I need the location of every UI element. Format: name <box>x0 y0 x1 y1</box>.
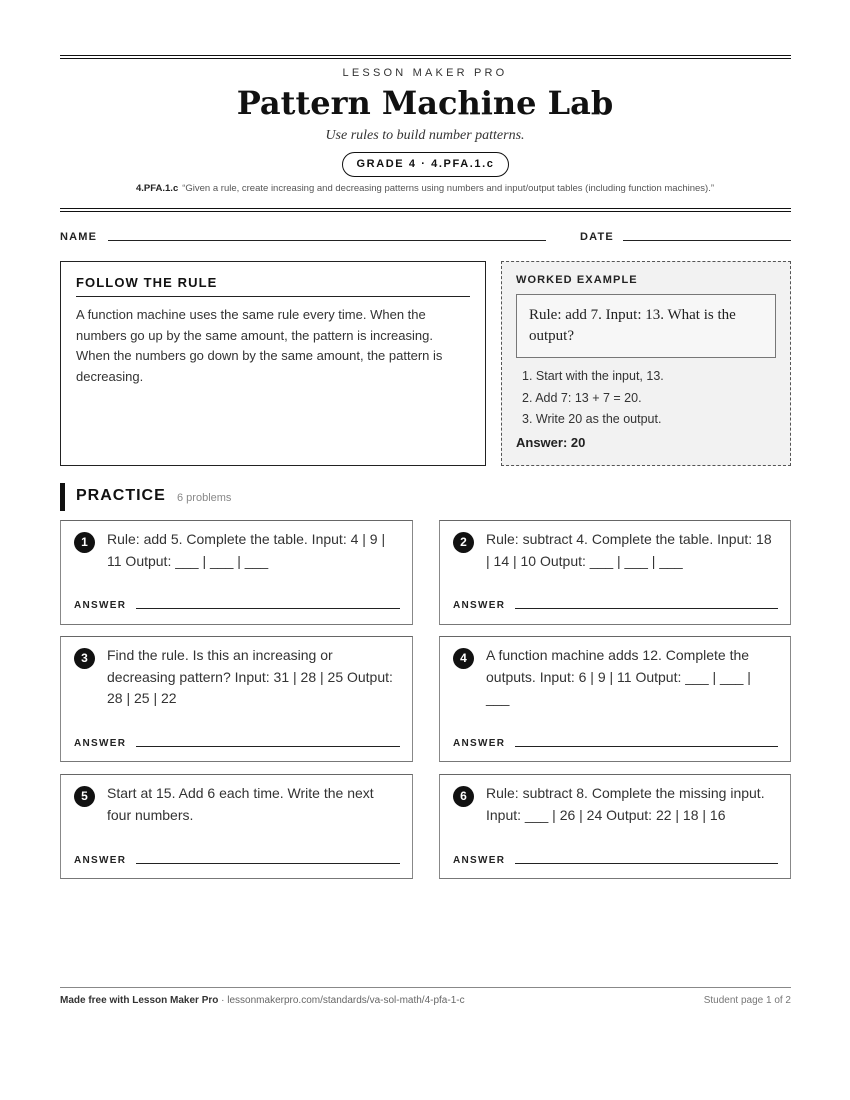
problem-card-3 <box>60 636 413 762</box>
worked-example-answer: Answer: 20 <box>516 434 586 450</box>
worked-example-box <box>501 261 791 466</box>
header-bottom-rule <box>60 208 791 212</box>
name-line[interactable] <box>108 240 546 241</box>
date-label: DATE <box>580 231 614 243</box>
standard-code: 4.PFA.1.c <box>135 183 179 194</box>
footer-made-with: Made free with Lesson Maker Pro <box>60 995 219 1006</box>
problem-number: 1 <box>74 532 95 553</box>
rule-box-heading: FOLLOW THE RULE <box>76 275 470 297</box>
problem-number: 5 <box>74 786 95 807</box>
worked-example-heading: WORKED EXAMPLE <box>516 274 638 286</box>
problem-prompt: Find the rule. Is this an increasing or decreasing pattern? Input: 31 | 28 | 25 Output: 28 | 25 | 22 <box>107 647 393 706</box>
problem-prompt: Rule: subtract 4. Complete the table. Input: 18 | 14 | 10 Output: ___ | ___ | ___ <box>486 531 772 569</box>
rule-box-body: A function machine uses the same rule every time. When the numbers go up by the same amount, the pattern is increasing. When the numbers go down by the same amount, the pattern is decreasing. <box>76 307 443 384</box>
answer-line[interactable] <box>136 863 400 864</box>
name-label: NAME <box>60 231 98 243</box>
page-title: Pattern Machine Lab <box>236 84 614 122</box>
brand-name: LESSON MAKER PRO <box>342 67 508 79</box>
problem-card-2 <box>439 520 791 625</box>
problem-card-6 <box>439 774 791 879</box>
practice-count: 6 problems <box>177 492 232 504</box>
footer-credit <box>60 995 465 1006</box>
answer-line[interactable] <box>515 746 778 747</box>
practice-title: PRACTICE <box>76 487 166 504</box>
problem-number: 4 <box>453 648 474 669</box>
answer-label: ANSWER <box>453 855 506 866</box>
date-line[interactable] <box>623 240 791 241</box>
standard-description <box>0 183 850 194</box>
problem-card-5 <box>60 774 413 879</box>
answer-line[interactable] <box>136 746 400 747</box>
worked-example-steps <box>516 366 776 431</box>
standard-text: “Given a rule, create increasing and decreasing patterns using numbers and input/output tables (including function machines).” <box>182 183 715 194</box>
practice-accent-bar <box>60 483 65 511</box>
worked-example-question: Rule: add 7. Input: 13. What is the output? <box>516 294 776 358</box>
problem-number: 2 <box>453 532 474 553</box>
header-top-rule <box>60 55 791 59</box>
answer-label: ANSWER <box>74 738 127 749</box>
follow-the-rule-box <box>60 261 486 466</box>
page-subtitle: Use rules to build number patterns. <box>325 128 525 143</box>
problem-prompt: Rule: subtract 8. Complete the missing input. Input: ___ | 26 | 24 Output: 22 | 18 | 16 <box>486 785 765 823</box>
grade-badge: GRADE 4 · 4.PFA.1.c <box>342 152 509 177</box>
problem-card-1 <box>60 520 413 625</box>
problem-number: 3 <box>74 648 95 669</box>
worked-example-step: 3. Write 20 as the output. <box>522 412 662 426</box>
problem-prompt: Rule: add 5. Complete the table. Input: 4 | 9 | 11 Output: ___ | ___ | ___ <box>107 531 386 569</box>
problem-prompt: A function machine adds 12. Complete the outputs. Input: 6 | 9 | 11 Output: ___ | ___ | ___ <box>486 647 751 706</box>
problem-number: 6 <box>453 786 474 807</box>
footer-page-number: Student page 1 of 2 <box>703 995 791 1006</box>
answer-line[interactable] <box>136 608 400 609</box>
problem-prompt: Start at 15. Add 6 each time. Write the next four numbers. <box>107 785 374 823</box>
answer-line[interactable] <box>515 608 778 609</box>
worked-example-step: 2. Add 7: 13 + 7 = 20. <box>522 390 642 405</box>
answer-label: ANSWER <box>74 855 127 866</box>
answer-label: ANSWER <box>453 738 506 749</box>
problem-card-4 <box>439 636 791 762</box>
worked-example-step: 1. Start with the input, 13. <box>522 369 664 383</box>
footer-rule <box>60 987 791 988</box>
answer-line[interactable] <box>515 863 778 864</box>
footer-url[interactable]: · lessonmakerpro.com/standards/va-sol-math/4-pfa-1-c <box>218 995 465 1006</box>
answer-label: ANSWER <box>453 600 506 611</box>
answer-label: ANSWER <box>74 600 127 611</box>
